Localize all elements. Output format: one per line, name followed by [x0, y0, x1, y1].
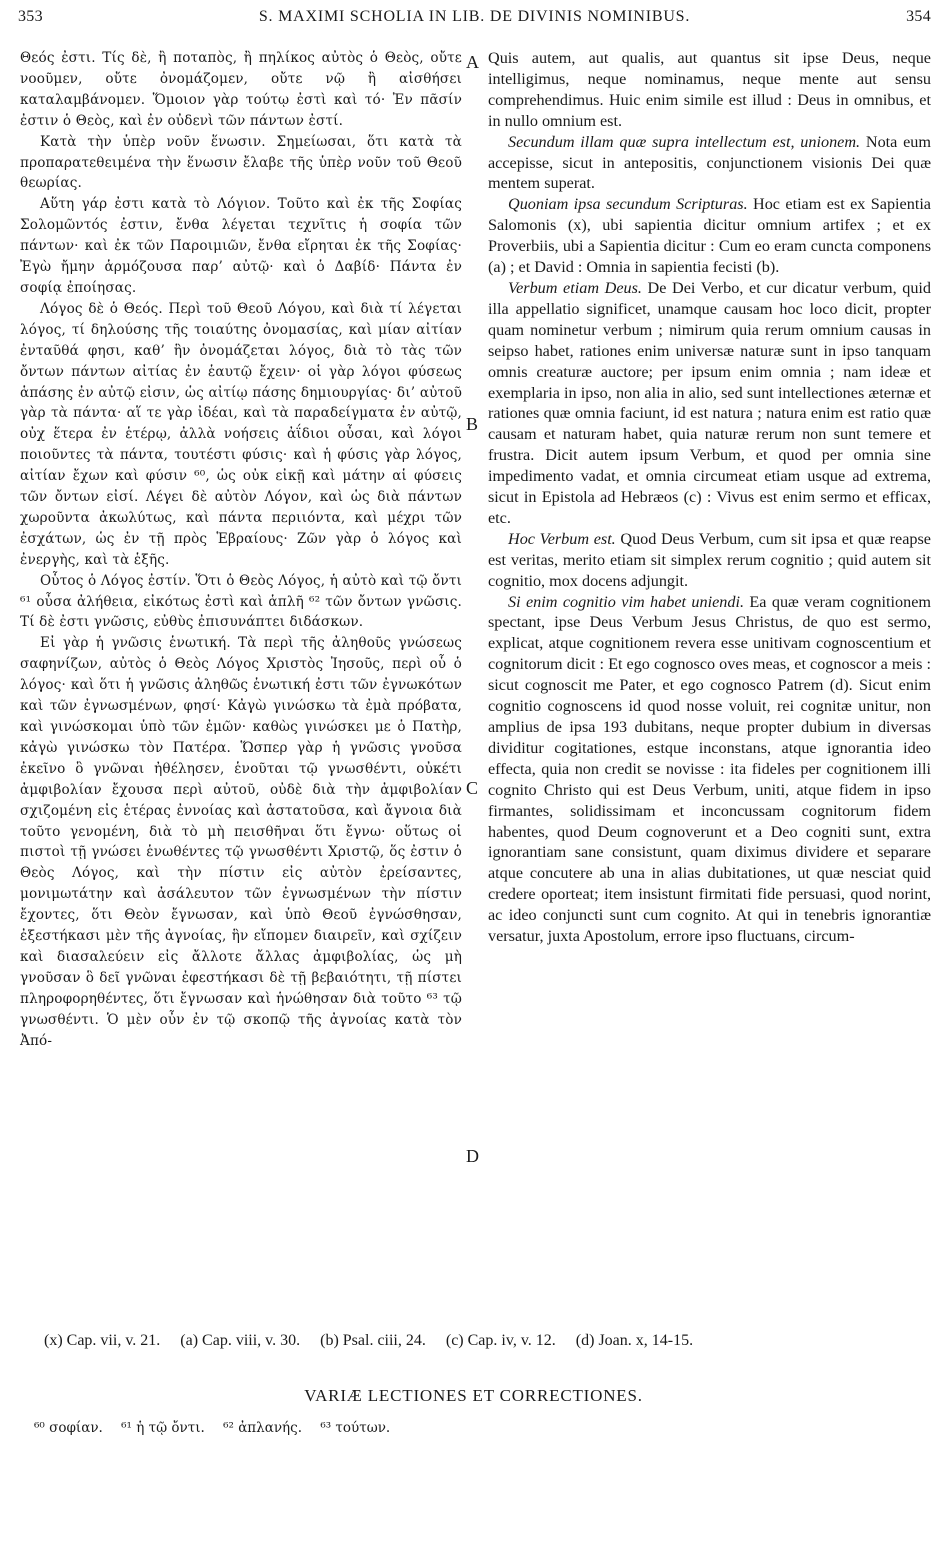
margin-letter-d: D — [466, 1146, 479, 1166]
greek-paragraph: Θεός ἐστι. Τίς δὲ, ἢ ποταπὸς, ἢ πηλίκος αὐτὸς ὁ Θεὸς, οὔτε νοοῦμεν, οὔτε ὀνομάζομεν, οὔτε νῷ ἢ αἰσθήσει καταλαμβάνομεν. Ὅμοιον γὰρ τούτῳ ἐστὶ καὶ τό· Ἐν πᾶσίν ἐστιν ὁ Θεὸς, καὶ ἐν οὐδενὶ τῶν πάντων ἐστί. — [20, 50, 462, 129]
greek-column — [20, 48, 462, 1052]
latin-lead: Si enim cognitio vim habet uniendi. — [508, 592, 744, 611]
variant-reading: ⁶² ἀπλανής. — [223, 1420, 303, 1436]
latin-lead: Verbum etiam Deus. — [508, 278, 642, 297]
latin-text: Quis autem, aut qualis, aut quantus sit ipse Deus, neque intelligimus, neque nominamus, neque mente aut sensu comprehendimus. Huic enim simile est illud : Deus in omnibus, et in nullo omnium est. — [488, 49, 931, 130]
margin-letter-c: C — [466, 778, 479, 798]
footnote: (a) Cap. viii, v. 30. — [180, 1332, 301, 1349]
running-header — [18, 8, 931, 38]
greek-paragraph: Εἰ γὰρ ἡ γνῶσις ἑνωτική. Τὰ περὶ τῆς ἀληθοῦς γνώσεως σαφηνίζων, αὐτὸς ὁ Θεὸς Λόγος Χριστὸς Ἰησοῦς, περὶ οὗ ὁ λόγος· καὶ ὅτι ἡ γνῶσις ἀληθῶς ἑνωτική ἐστι τῶν ἐγνωκότων καὶ τῶν ἐγνωσμένων, φησί· Κἀγὼ γινώσκω τὰ ἐμὰ πρόβατα, καὶ γινώσκομαι ὑπὸ τῶν ἐμῶν· καθὼς γινώσκει με ὁ Πατὴρ, κἀγὼ γινώσκω τὸν Πατέρα. Ὥσπερ γὰρ ἡ γνῶσις γνοῦσα ἐκεῖνο ὃ γνῶναι ἠθέλησεν, ἑνοῦται τῷ γνωσθέντι, οὐκέτι ἀμφιβολίαν ἔχουσα περὶ αὐτοῦ, οὐδὲ διὰ τὴν ἀμφιβολίαν σχιζομένη εἰς ἑτέρας ἐννοίας καὶ ἀστατοῦσα, καὶ ἄγνοια διὰ τοῦτο γενομένη, διὰ τὸ μὴ πεισθῆναι ὅτι ἔγνω· οὕτως οἱ πιστοὶ τῇ γνώσει ἑνωθέντες τῷ γνωσθέντι Χριστῷ, ὅς ἐστιν ὁ Θεὸς Λόγος, καὶ τὴν πίστιν εἰς αὐτὸν ἐρείσαντες, μονιμωτάτην καὶ ἀσάλευτον τῶν ἐγνωσμένων τὴν πίστιν ἔχοντες, ὅτι Θεὸν ἔγνωσαν, καὶ ὑπὸ Θεοῦ ἐγνώσθησαν, ἐξεστήκασι μὲν τῆς ἀγνοίας, ἣν εἴπομεν διαιρεῖν, καὶ σχίζειν καὶ διασαλεύειν εἰς ἄλλοτε ἄλλας ἀμφιβολίας, ὡς μὴ γνοῦσαν ὃ δεῖ γνῶναι ἐφεστήκασι δὲ τῇ βεβαιότητι, τῇ πίστει πληροφορηθέντες, ὅτι ἔγνωσαν καὶ ἡνώθησαν διὰ τοῦτο ⁶³ τῷ γνωσθέντι. Ὁ μὲν οὖν ἐν τῷ σκοπῷ τῆς ἀγνοίας κατὰ τὸν Ἀπό- — [20, 635, 462, 1049]
variant-reading: ⁶³ τούτων. — [320, 1420, 391, 1436]
margin-letter-a: A — [466, 52, 479, 72]
greek-paragraph: Κατὰ τὴν ὑπὲρ νοῦν ἕνωσιν. Σημείωσαι, ὅτι κατὰ τὰ προπαρατεθειμένα τὴν ἕνωσιν ἔλαβε τῆς ὑπὲρ νοῦν τοῦ Θεοῦ θεωρίας. — [20, 133, 462, 192]
latin-text: Ea quæ veram cognitionem spectant, ipse Deus Verbum Jesus Christus, de quo est sermo, explicat, atque cognitionem revera esse unitivam cognoscentium et cognitorum dicit : Et ego cognosco oves meas, et cognoscor a meis : sicut cognoscit me Pater, et ego cognosco Patrem (d). Sicut enim cognitio cognoscens id quod nosse voluit, rei cognitæ unitur, non amplius de ipsa 193 dubitans, neque propter dubium in diversas dividitur cogitationes, estque inconstans, atque ignorantia ideo effecta, quia non credit se novisse : ita fideles per cognitionem illi cognito Christo qui est Deus Verbum, uniti, atque fidem in ipso firmantes, solidissimam et inconcussam cognitorum fidem habentes, quod Deum cognoverunt et a Deo cogniti sunt, extra ignorantiam sane consistunt, quam diximus dividere et separare atque concutere ab una in alias dubitationes, ut quæ nesciat quid credere oporteat; item insistunt firmitati fide persuasi, quod norint, ac ideo conjuncti sunt cum cognito. At qui in tenebris ignorantiæ versatur, juxta Apostolum, errore ipso fluctuans, circum- — [488, 592, 931, 946]
latin-paragraph — [488, 48, 931, 132]
latin-text: Quod Deus Verbum, cum sit ipsa et quæ reapse est veritas, merito etiam sit simplex rerum cognitio ; quid autem sit cognitio, mox docens adjungit. — [488, 529, 931, 590]
variae-lectiones — [34, 1420, 404, 1436]
footnotes — [44, 1332, 907, 1350]
latin-text: De Dei Verbo, et cur dicatur verbum, quid illa appellatio significet, unamque causam hoc loco dicit, propter quam nominetur verbum ; nimirum quia rerum omnium causas in seipso habet, rationes enim universæ naturæ sunt in ipso tanquam omnis creaturæ auctore; per ipsum enim omnia ; nam ideæ et exemplaria in ipso, non alia in alio, sed sunt intellectiones æternæ et rationes quæ omnia faciunt, id est natura ; natura enim est ratio quæ causam et naturam habet, quia naturæ rerum non sunt temere et frustra. Dicit autem ipsum Verbum, et quod per omnia sine impedimento vadat, et omnia circumeat etiam usque ad extrema, sicut in Epistola ad Hebræos (c) : Vivus est enim sermo et efficax, etc. — [488, 278, 932, 527]
greek-paragraph: Αὕτη γάρ ἐστι κατὰ τὸ Λόγιον. Τοῦτο καὶ ἐκ τῆς Σοφίας Σολομῶντός ἐστιν, ἔνθα λέγεται τεχνῖτις ἡ σοφία τῶν πάντων· καὶ ἐκ τῶν Παροιμιῶν, ἔνθα εἴρηται ἐκ τῆς Σοφίας· Ἐγὼ ἤμην ἁρμόζουσα παρ’ αὐτῷ· καὶ ὁ Δαβίδ· Πάντα ἐν σοφίᾳ ἐποίησας. — [20, 196, 462, 296]
variant-reading: ⁶⁰ σοφίαν. — [34, 1420, 103, 1436]
latin-lead: Hoc Verbum est. — [508, 529, 616, 548]
latin-text: Hoc etiam est ex Sapientia Salomonis (x), ubi sapientia dicitur omnium artifex ; et ex Proverbiis, ubi a Sapientia dicitur : Cum eo eram cuncta componens (a) ; et David : Omnia in sapientia fecisti (b). — [488, 195, 931, 277]
footnote: (x) Cap. vii, v. 21. — [44, 1332, 161, 1349]
latin-paragraph — [488, 194, 931, 278]
footnote: (b) Psal. ciii, 24. — [320, 1332, 426, 1349]
latin-text: Nota eum accepisse, sicut in antepositis, conjunctionem visionis Dei quæ mentem superat. — [488, 132, 931, 193]
left-page-number: 353 — [18, 8, 43, 25]
latin-paragraph — [488, 529, 931, 592]
latin-paragraph — [488, 278, 931, 529]
greek-paragraph: Λόγος δὲ ὁ Θεός. Περὶ τοῦ Θεοῦ Λόγου, καὶ διὰ τί λέγεται λόγος, τί δηλούσης τῆς τοιαύτης ὀνομασίας, καὶ μίαν αἰτίαν ἐνταῦθά φησι, καθ’ ἣν ὀνομάζεται λόγος, διὰ τὸ τὰς τῶν ὄντων πάντων αἰτίας ἐν ἑαυτῷ ἔχειν· οἱ γὰρ λόγοι φύσεως ἁπάσης ἐν αὐτῷ εἰσιν, ὡς αἰτίῳ πάσης δημιουργίας· δι’ αὐτοῦ γὰρ τὰ πάντα· αἵ τε γὰρ ἰδέαι, καὶ τὰ παραδείγματα ἐν αὐτῷ, οὐχ ἕτερα ἐν ἑτέρῳ, ἀλλὰ νοήσεις ἀΐδιοι οὖσαι, καὶ λόγοι ποιοῦντες τὰ πάντα, τουτέστι φύσις· καὶ ἡ φύσις γὰρ λόγος, αἰτίαν ἔχων καὶ φύσιν ⁶⁰, ὡς οὐκ εἰκῇ καὶ μάτην αἱ φύσεις τῶν ὄντων εἰσί. Λέγει δὲ αὐτὸν Λόγον, καὶ ὡς διὰ πάντων χωροῦντα ἀκωλύτως, καὶ πάντα περιιόντα, καὶ μέχρι τῶν ἐσχάτων, ὡς ἐν τῇ πρὸς Ἑβραίους· Ζῶν γὰρ ὁ λόγος καὶ ἐνεργὴς, καὶ τὰ ἑξῆς. — [20, 300, 462, 568]
latin-paragraph — [488, 132, 931, 195]
running-title: S. MAXIMI SCHOLIA IN LIB. DE DIVINIS NOMINIBUS. — [258, 8, 691, 25]
latin-column — [488, 48, 931, 947]
greek-paragraph: Οὗτος ὁ Λόγος ἐστίν. Ὅτι ὁ Θεὸς Λόγος, ἡ αὐτὸ καὶ τῷ ὄντι ⁶¹ οὖσα ἀλήθεια, εἰκότως ἐστὶ καὶ ἁπλῆ ⁶² τῶν ὄντων γνῶσις. Τί δὲ ἐστι γνῶσις, εὐθὺς ἐπισυνάπτει διδάσκων. — [20, 572, 462, 631]
latin-paragraph — [488, 592, 931, 947]
right-page-number: 354 — [906, 8, 931, 25]
footnote: (d) Joan. x, 14-15. — [575, 1332, 694, 1349]
latin-lead: Secundum illam quæ supra intellectum est, unionem. — [508, 132, 861, 151]
variae-lectiones-title: VARIÆ LECTIONES ET CORRECTIONES. — [304, 1386, 643, 1405]
latin-lead: Quoniam ipsa secundum Scripturas. — [508, 195, 748, 214]
variant-reading: ⁶¹ ἡ τῷ ὄντι. — [121, 1420, 205, 1436]
footnote: (c) Cap. iv, v. 12. — [445, 1332, 556, 1349]
margin-letter-b: B — [466, 414, 479, 434]
